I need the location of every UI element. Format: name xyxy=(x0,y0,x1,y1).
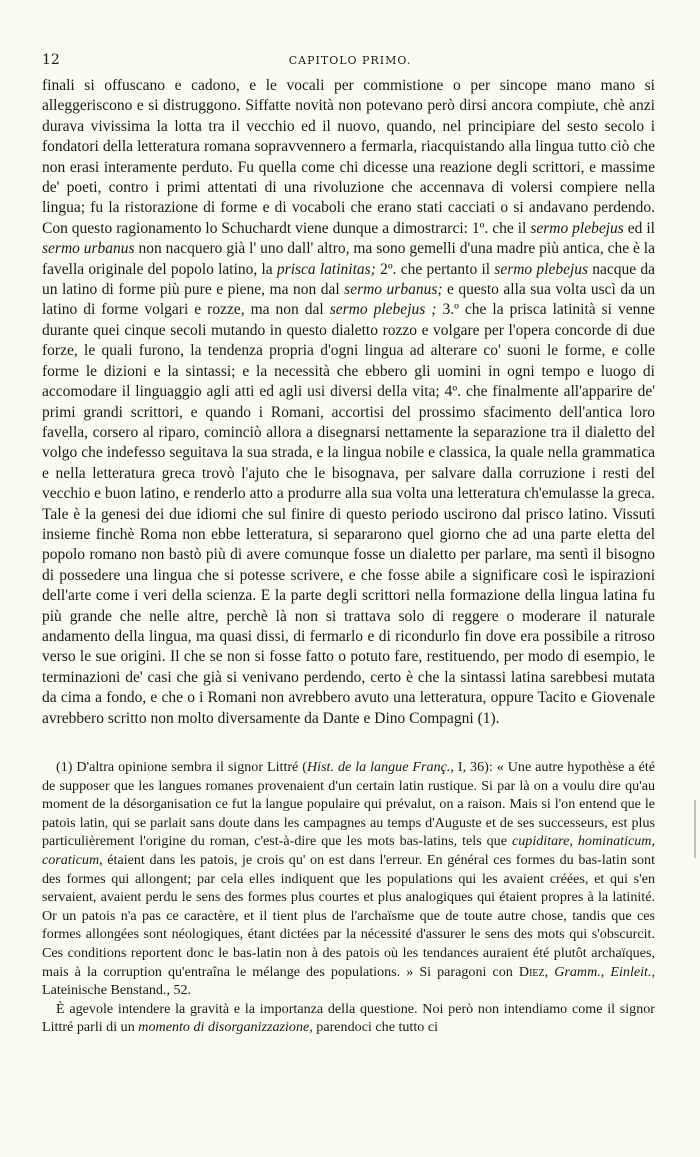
page-header xyxy=(42,52,658,70)
author-name: Diez xyxy=(518,963,545,980)
latin-term: sermo plebejus ; xyxy=(329,301,437,319)
text-run: nacque da un latino di forme più pure e piene, ma non dal xyxy=(42,260,655,299)
text-run: ed il xyxy=(623,219,655,237)
text-run: e questo alla sua volta uscì da un latino di forme volgari e rozze, ma non dal xyxy=(42,281,655,319)
text-run: 2º. che pertanto il xyxy=(375,260,495,278)
text-run: È agevole intendere la gravità e la importanza della questione. Noi però non intendiamo come il signor Littré parli di un xyxy=(42,1000,655,1036)
italic-phrase: momento di disorganizzazione, xyxy=(138,1019,313,1036)
body-text xyxy=(42,76,655,729)
text-run: (1) D'altra opinione sembra il signor Littré ( xyxy=(56,759,307,775)
latin-term: sermo urbanus; xyxy=(344,281,443,299)
latin-term: prisca latinitas; xyxy=(276,260,376,278)
text-run: étaient dans les patois, je crois qu' on est dans l'erreur. En général ces formes du bas-latin sont des formes qui allongent; par cela elles indiquent que les populations qui les avaient créées, et qui s'en servaient, avaient perdu le sens des formes plus courtes et plus analogiques qui étaient propres à la latinité. Or un patois n'a pas ce caractère, et il tient plus de l'archaïsme que de toute autre chose, tandis que ces formes allongées sont néologiques, étant dictées par la nécessité d'assurer le sens des mots qui s'obscurcit. Ces conditions reportent donc le bas-latin non à des patois où les tendances auraient été plutôt archaïques, mais à la corruption qu'entraîna le mélange des populations. » Si paragoni con xyxy=(42,851,655,980)
text-run: non nacquero già l' uno dall' altro, ma sono gemelli d'una madre più antica, che è la favella originale del popolo latino, la xyxy=(42,240,655,278)
book-title: Hist. de la langue Franç. xyxy=(306,759,451,775)
text-run: 3.º che la prisca latinità si venne durante quei cinque secoli mutando in questo dialetto rozzo e volgare per l'opera concorde di due forze, le quali furono, la tendenza propria d'ogni lingua ad alterare co' suoni le forme, e colle forme le dizioni e la sintassi; e la necessità che ebbero gli uomini in ogni tempo e luogo di accomodare il linguaggio agli atti ed agli usi diversi della vita; 4º. che finalmente all'apparire de' primi grandi scrittori, e quando i Romani, accortisi del prossimo sfacimento dell'antica loro favella, corsero al riparo, cominciò allora a disegnarsi nettamente la separazione tra il dialetto del volgo che indefesso seguitava la sua strada, e la lingua nobile e classica, la quale nella grammatica e nella letteratura greca trovò l'ajuto che le bisognava, per salvare dalla corruzione i resti del vecchio e buon latino, e renderlo atto a produrre alla sua volta una letteratura ch'emulasse la greca. Tale è la genesi dei due idiomi che sul finire di questo periodo uscirono dal prisco latino. Vissuti insieme finchè Roma non ebbe letteratura, si separarono quel giorno che ad una parte eletta del popolo romano non bastò più di avere comunque fosse un dialetto per parlare, ma sentì il bisogno di possedere una lingua che si potesse scrivere, e che fosse abile a significare così le ispirazioni dell'arte come i veri della scienza. E la parte degli scrittori nella formazione della lingua latina fu più grande che nelle altre, perchè là non si trattava solo di reggere o moderare il naturale andamento della lingua, ma quasi dissi, di fermarlo e di ricondurlo fin dove era possibile a ritroso verso le sue origini. Il che se non si fosse fatto o potuto fare, restituendo, per modo di esempio, le terminazioni de' casi che già si venivano perdendo, certo è che la sintassi latina sarebbesi mutata da cima a fondo, e che o i Romani non avrebbero avuto una letteratura, oppure Tacito e Giovenale avrebbero scritto non molto diversamente da Dante e Dino Compagni (1). xyxy=(42,301,656,727)
page-edge-mark xyxy=(694,800,696,858)
latin-term: sermo plebejus xyxy=(494,260,589,278)
latin-term: sermo plebejus xyxy=(530,219,624,237)
book-title: Gramm., Einleit. xyxy=(554,963,652,980)
text-run: , xyxy=(544,963,555,980)
footnote-paragraph xyxy=(42,758,655,1000)
text-run: , Lateinische Benstand., 52. xyxy=(42,963,655,999)
page-number: 12 xyxy=(42,52,60,68)
body-paragraph xyxy=(42,76,655,729)
text-run: finali si offuscano e cadono, e le vocali per commistione o per sincope mano mano si alleggeriscono e si distruggono. Siffatte novità non potevano però dirsi ancora compiute, chè anzi durava vivissima la lotta tra il vecchio ed il nuovo, quando, nel principiare del sesto secolo i fondatori della letteratura romana sopravvennero a fermarla, riacquistando alla lingua tutto ciò che non erasi interamente perduto. Fu quella come chi dicesse una reazione degli scrittori, e massime de' poeti, contro i primi attentati di una rivoluzione che accennava di volersi compiere nella lingua; fu la ristorazione di forme e di vocaboli che erano stati cacciati o si andavano perdendo. Con questo ragionamento lo Schuchardt viene dunque a dimostrarci: 1º. che il xyxy=(42,77,655,237)
text-run: , I, 36): « Une autre hypothèse a été de supposer que les langues romanes provenaient d'un certain latin rustique. Si par là on a voulu dire qu'au moment de la désorganisation ce fut la langue populaire qui prévalut, on a raison. Mais si l'on entend que le patois latin, qui se parlait sans doute dans les campagnes au temps d'Auguste et de ses successeurs, est plus particulièrement l'origine du roman, c'est-à-dire que les mots bas-latins, tels que xyxy=(42,759,656,850)
latin-term: cupiditare, hominaticum, coraticum, xyxy=(42,833,655,868)
latin-term: sermo urbanus xyxy=(42,240,135,258)
footnote-paragraph xyxy=(42,1000,655,1037)
running-title: CAPITOLO PRIMO. xyxy=(288,54,412,67)
footnote xyxy=(42,758,655,1037)
text-run: parendoci che tutto ci xyxy=(312,1019,439,1036)
